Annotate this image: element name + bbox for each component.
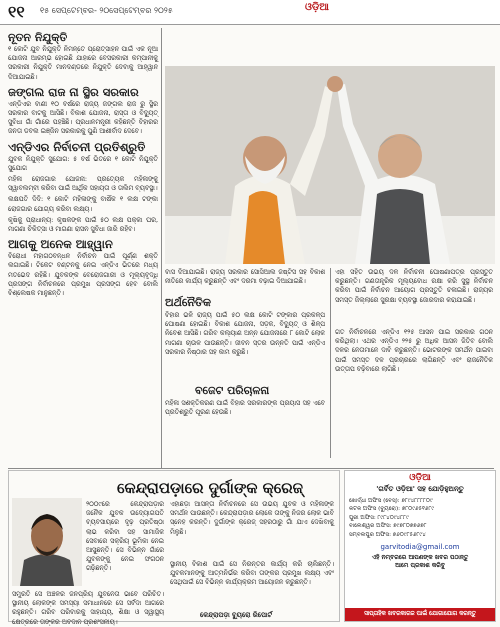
ad-line: କଟକ ଅଫିସ (ବ୍ୟୁରୋ): ୭୮୦୯୬୫୧୬୮୯ (349, 506, 435, 513)
story-title: କେନ୍ଦ୍ରାପଡ଼ାରେ ଦୁର୍ଗାଙ୍କ କ୍ରେଜ୍ (116, 479, 304, 497)
para-promise-lakhpati: ଲକ୍ଷପତି ଦିଦି: ୧ କୋଟି ମହିଳାଙ୍କୁ ବାର୍ଷିକ ୧ ଲକ୍ଷ ଟଙ୍କା ରୋଜଗାର ଯୋଗ୍ୟ କରିବା ଲକ୍ଷ୍ୟ। (8, 195, 158, 213)
ad-logo: ଓଡ଼ିଆ (409, 473, 431, 483)
heading-new-employment: ନୂତନ ନିଯୁକ୍ତି (8, 31, 68, 44)
ad-tagline-2: ଆମେ ପ୍ରକାଶ କରିବୁ (395, 562, 445, 570)
leaders-photo-illustration (165, 66, 495, 264)
heading-economic: ଅର୍ଥନୈତିକ (165, 296, 211, 309)
para-promise-youth: ଯୁବକ ନିଯୁକ୍ତି ସୁଯୋଗ: ୫ ବର୍ଷ ଭିତରେ ୧ କୋଟି ନିଯୁକ୍ତି ସୁଯୋଗ (8, 154, 158, 172)
heading-nda-promises: ଏନ୍‌ଡିଏର ନିର୍ବାଚନୀ ପ୍ରତିଶ୍ରୁତି (8, 139, 146, 154)
para-new-employment: ୧ କୋଟି ଯୁବ ନିଯୁକ୍ତି ନିମନ୍ତେ ପ୍ରୋତ୍ସାହନ ପାଇଁ ଏକ ନୂଆ ଯୋଜନା ଆରମ୍ଭ ହୋଇଛି ଯାହାରେ ବେସରକାରୀ କମ୍ପାନୀକୁ ସରକାରୀ ନିଯୁକ୍ତି ମାନଦଣ୍ଡରେ ନିଯୁକ୍ତି ଦେବାକୁ ଆହ୍ୱାନ ଦିଆଯାଇଛି। (8, 45, 158, 81)
story-para-1: ୨୦୦୯ରେ କେନ୍ଦ୍ରାପଡ଼ାର ଜନୈକ ଯୁବକ ଉଦ୍ୟୋଗପତି ବ୍ୟବସାୟରେ ଦୃଢ଼ ପ୍ରତିଷ୍ଠା ଲାଭ କରିବା ସହ ସାମାଜିକ ସେବାରେ ସକ୍ରିୟ ଭୂମିକା ନେଇ ଆସୁଛନ୍ତି। ସେ ବିଭିନ୍ନ ଗାଁରେ ଯୁବକଙ୍କୁ ନେଇ ସଂଗଠନ ଗଢ଼ିଛନ୍ତି। (86, 500, 164, 573)
bottom-divider (8, 468, 494, 469)
ad-line: ସମ୍ବଲପୁର ଅଫିସ: ୭୬୦୯୮୫୬୮୯୪ (349, 531, 426, 538)
heading-jungle-raj: ଜଙ୍ଗଲ ରାଜ ନା ସ୍ଥିର ସରକାର (8, 84, 139, 99)
story-para-2: ସମ୍ପ୍ରତି ସେ ଅଞ୍ଚଳର ଜନପ୍ରିୟ ଯୁବନେତା ଭାବେ ପରିଚିତ। ସ୍ଥାନୀୟ ଲୋକଙ୍କ ସମସ୍ୟା ସମାଧାନରେ ସେ ସର୍ବଦା ଆଗରେ ରହୁଛନ୍ତି। ଗରିବ ପରିବାରକୁ ସାହାଯ୍ୟ, ଶିକ୍ଷା ଓ ସ୍ୱାସ୍ଥ୍ୟ କ୍ଷେତ୍ରରେ ତାଙ୍କର ଅବଦାନ ପ୍ରଶଂସନୀୟ। (12, 590, 164, 626)
leaders-photo (165, 66, 495, 264)
right-para-2: ଗତ ନିର୍ବାଚନରେ ଏନ୍‌ଡିଏ ୧୨୫ ଆସନ ପାଇ ସରକାର ଗଠନ କରିଥିଲା। ଏଥର ଏନ୍‌ଡିଏ ୨୨୫ ରୁ ଅଧିକ ଆସନ ଜିତିବ ବୋଲି ଦଳର ନେତାମାନେ ଦାବି କରୁଛନ୍ତି। ଭୋଟରଙ୍କ ସମର୍ଥନ ପାଇବା ପାଇଁ ସମସ୍ତ ଦଳ ପ୍ରଚାରରେ ଲାଗିଛନ୍ତି ଏବଂ ରାଜନୈତିକ ଉତ୍ତାପ ବଢ଼ିବାରେ ଲାଗିଛି। (335, 328, 493, 373)
issue-date: ୧୫ ସେପ୍ଟେମ୍ବର- ୨୦ସେପ୍ଟେମ୍ବର ୨୦୨୫ (40, 6, 173, 15)
para-jungle-raj: ଏନ୍‌ଡିଏର ବାଣୀ ୧୦ ବର୍ଷରେ ରାଜ୍ୟ ଜଙ୍ଗଲ ରାଜ ରୁ ସ୍ଥିର ସରକାର ବାଟକୁ ଆସିଛି। ବିକାଶ ଯୋଜନା, ରାସ୍ତା ଓ ବିଦ୍ୟୁତ୍ ସୁବିଧା ଗାଁ ଗାଁରେ ପହଞ୍ଚିଛି। ପ୍ରଧାନମନ୍ତ୍ରୀ କହିଛନ୍ତି ବିହାରର ଜନତା ଡବଲ ଇଞ୍ଜିନ ସରକାରକୁ ପୁଣି ଆଶୀର୍ବାଦ ଦେବେ। (8, 99, 158, 136)
para-challenges: ବିରୋଧୀ ମହାଗଠବନ୍ଧନ ନିର୍ବାଚନ ପାଇଁ ପୂର୍ଣ୍ଣ ଶକ୍ତି ଲଗାଇଛି। ଟିକେଟ ବଣ୍ଟନକୁ ନେଇ ଏନ୍‌ଡିଏ ଭିତରେ ମଧ୍ୟ ମତଭେଦ ରହିଛି। ଯୁବକଙ୍କ ବେରୋଜଗାରୀ ଓ ମୂଲ୍ୟବୃଦ୍ଧି ପ୍ରସଙ୍ଗ ନିର୍ବାଚନରେ ପ୍ରମୁଖ ପ୍ରସଙ୍ଗ ହେବ ବୋଲି ବିଶ୍ଲେଷକ ମାନୁଛନ୍ତି। (8, 252, 158, 298)
para-promise-women: ମହିଳା ରୋଜଗାର ଯୋଜନା: ପ୍ରତ୍ୟେକ ମହିଳାଙ୍କୁ ସ୍ୱାବଲମ୍ବୀ କରିବା ପାଇଁ ଆର୍ଥିକ ସହାୟତା ଓ ତାଲିମ ବ୍ୟବସ୍ଥା। (8, 175, 158, 193)
column-divider-2 (330, 268, 331, 458)
portrait-photo (12, 498, 82, 586)
ad-email[interactable]: garvitodia@gmail.com (380, 543, 460, 552)
right-para-1: ଏହା ସହିତ ଉଭୟ ଦଳ ନିର୍ବାଚନୀ ଘୋଷଣାପତ୍ର ପ୍ରସ୍ତୁତ କରୁଛନ୍ତି। ଗଣତାନ୍ତ୍ରିକ ମୂଲ୍ୟବୋଧ ରକ୍ଷା କରି ସୁସ୍ଥ ନିର୍ବାଚନ କରିବା ପାଇଁ ନିର୍ବାଚନ ଆୟୋଗ ପ୍ରସ୍ତୁତି ଚଳାଇଛି। ରାଜ୍ୟର ସମସ୍ତ ଜିଲ୍ଲାରେ ସୁରକ୍ଷା ବ୍ୟବସ୍ଥା ଜୋରଦାର କରାଯାଇଛି। (335, 268, 493, 304)
para-economic: ବିହାର ଭଳି ରାଜ୍ୟ ପାଇଁ ୫୦ ଲକ୍ଷ କୋଟି ଟଙ୍କାର ପ୍ରକଳ୍ପ ଘୋଷଣା ହୋଇଛି। ବିକାଶ ଯୋଜନା, ସଡ଼କ, ବିଦ୍ୟୁତ୍ ଓ ଶିଳ୍ପ ନିବେଶ ଆସିଛି। ଗରିବ କଲ୍ୟାଣ ଅନ୍ନ ଯୋଜନାରେ ୮ କୋଟି ଲୋକ ମାଗଣା ଚାଉଳ ପାଉଛନ୍ତି। ଜୀବନ ସ୍ତର ଉନ୍ନତି ପାଇଁ ଏନ୍‌ଡିଏ ସରକାର ନିଷ୍ଠାର ସହ କାମ କରୁଛି। (165, 311, 325, 356)
heading-challenges: ଆଗକୁ ଅନେକ ଆହ୍ୱାନ (8, 237, 113, 252)
ad-line: ପୁରୀ ଅଫିସ: ୮୯୮୪୦୯୪୮୮୯ (349, 514, 409, 521)
page-header (0, 0, 500, 25)
ad-title: 'ଗର୍ବିତ ଓଡ଼ିଆ' ସହ ଯୋଡ଼ିହୁଅନ୍ତୁ (376, 485, 464, 493)
para-promise-farm: କୃଷିକୁ ପ୍ରାଧାନ୍ୟ: କୃଷକଙ୍କ ପାଇଁ ୫୦ ଲକ୍ଷ ପକ୍କା ଘର, ମାଗଣା ଚିକିତ୍ସା ଓ ମାଗଣା ରାସନ ସୁବିଧା ଜାରି ରହିବ। (8, 215, 158, 234)
ad-tagline: ଏହି ନମ୍ବରରେ ଆପଣଙ୍କ ଖବର ପଠାନ୍ତୁ (371, 554, 469, 562)
ad-footer-banner: ସାପ୍ତାହିକ ଖବରକାଗଜ ପାଇଁ ଯୋଗାଯୋଗ କରନ୍ତୁ (345, 608, 495, 621)
story-para-4: ସ୍ଥାନୀୟ ବିକାଶ ପାଇଁ ସେ ନିରନ୍ତର କାର୍ଯ୍ୟ କରି ଚାଲିଛନ୍ତି। ଯୁବକମାନଙ୍କୁ ଆତ୍ମନିର୍ଭର କରିବା ତାଙ୍କର ପ୍ରମୁଖ ଲକ୍ଷ୍ୟ ଏବଂ ସେଥିପାଇଁ ସେ ବିଭିନ୍ନ କାର୍ଯ୍ୟକ୍ରମ ଆୟୋଜନ କରୁଛନ୍ତି। (170, 560, 334, 587)
ad-line: ବାଲେଶ୍ୱର ଅଫିସ: ୭୯୭୮୦୭୭୬୭୮ (349, 523, 427, 530)
page-number: ୧୧ (8, 2, 25, 21)
heading-budget: ବଜେଟ ପରିଚାଳନା (195, 384, 270, 397)
header-logo: ଓଡ଼ିଆ (305, 2, 329, 13)
column-divider (161, 28, 162, 468)
left-column (8, 28, 158, 300)
story-para-3: ଏହାଛଡ଼ା ଆସନ୍ତା ନିର୍ବାଚନରେ ସେ ଉଭୟ ଯୁବକ ଓ ମହିଳାଙ୍କ ସମର୍ଥନ ପାଉଛନ୍ତି। କେନ୍ଦ୍ରାପଡ଼ାର ଲୋକେ ତାଙ୍କୁ ନିଜର ଲୋକ ଭାବି ସ୍ନେହ କରନ୍ତି। ଦୁର୍ଗାଙ୍କ କ୍ରେଜ୍ ସହରଠାରୁ ଗାଁ ଯାଏ ଦେଖିବାକୁ ମିଳୁଛି। (170, 500, 334, 536)
contact-ad (344, 470, 496, 622)
story-byline: କେନ୍ଦ୍ରାପଡ଼ା ବ୍ୟୁରୋ ରିପୋର୍ଟ (200, 611, 273, 619)
para-budget: ମହିଳା ସଶକ୍ତିକରଣ ପାଇଁ ବିହାର ସରକାରଙ୍କ ପ୍ରୟାସ ସହ ଏବେ ପ୍ରତିଶ୍ରୁତି ପୂରଣ ହେଉଛି। (165, 399, 325, 417)
ad-line: ଖୋର୍ଦ୍ଧା ଅଫିସ (ବେସ୍): ୭୮୯୪୮୮୮୮୦୯ (349, 498, 433, 504)
mid-para-top: ବାସ ଦିଆଯାଇଛି। ରାଜ୍ୟ ସରକାର ସୋସିଆଲ ଜଷ୍ଟିସ ସହ ବିକାଶ ନୀତିରେ କାର୍ଯ୍ୟ କରୁଛନ୍ତି ଏବଂ ଦରମା ବଢ଼ାଇ ଦିଆଯାଇଛି। (165, 268, 325, 286)
